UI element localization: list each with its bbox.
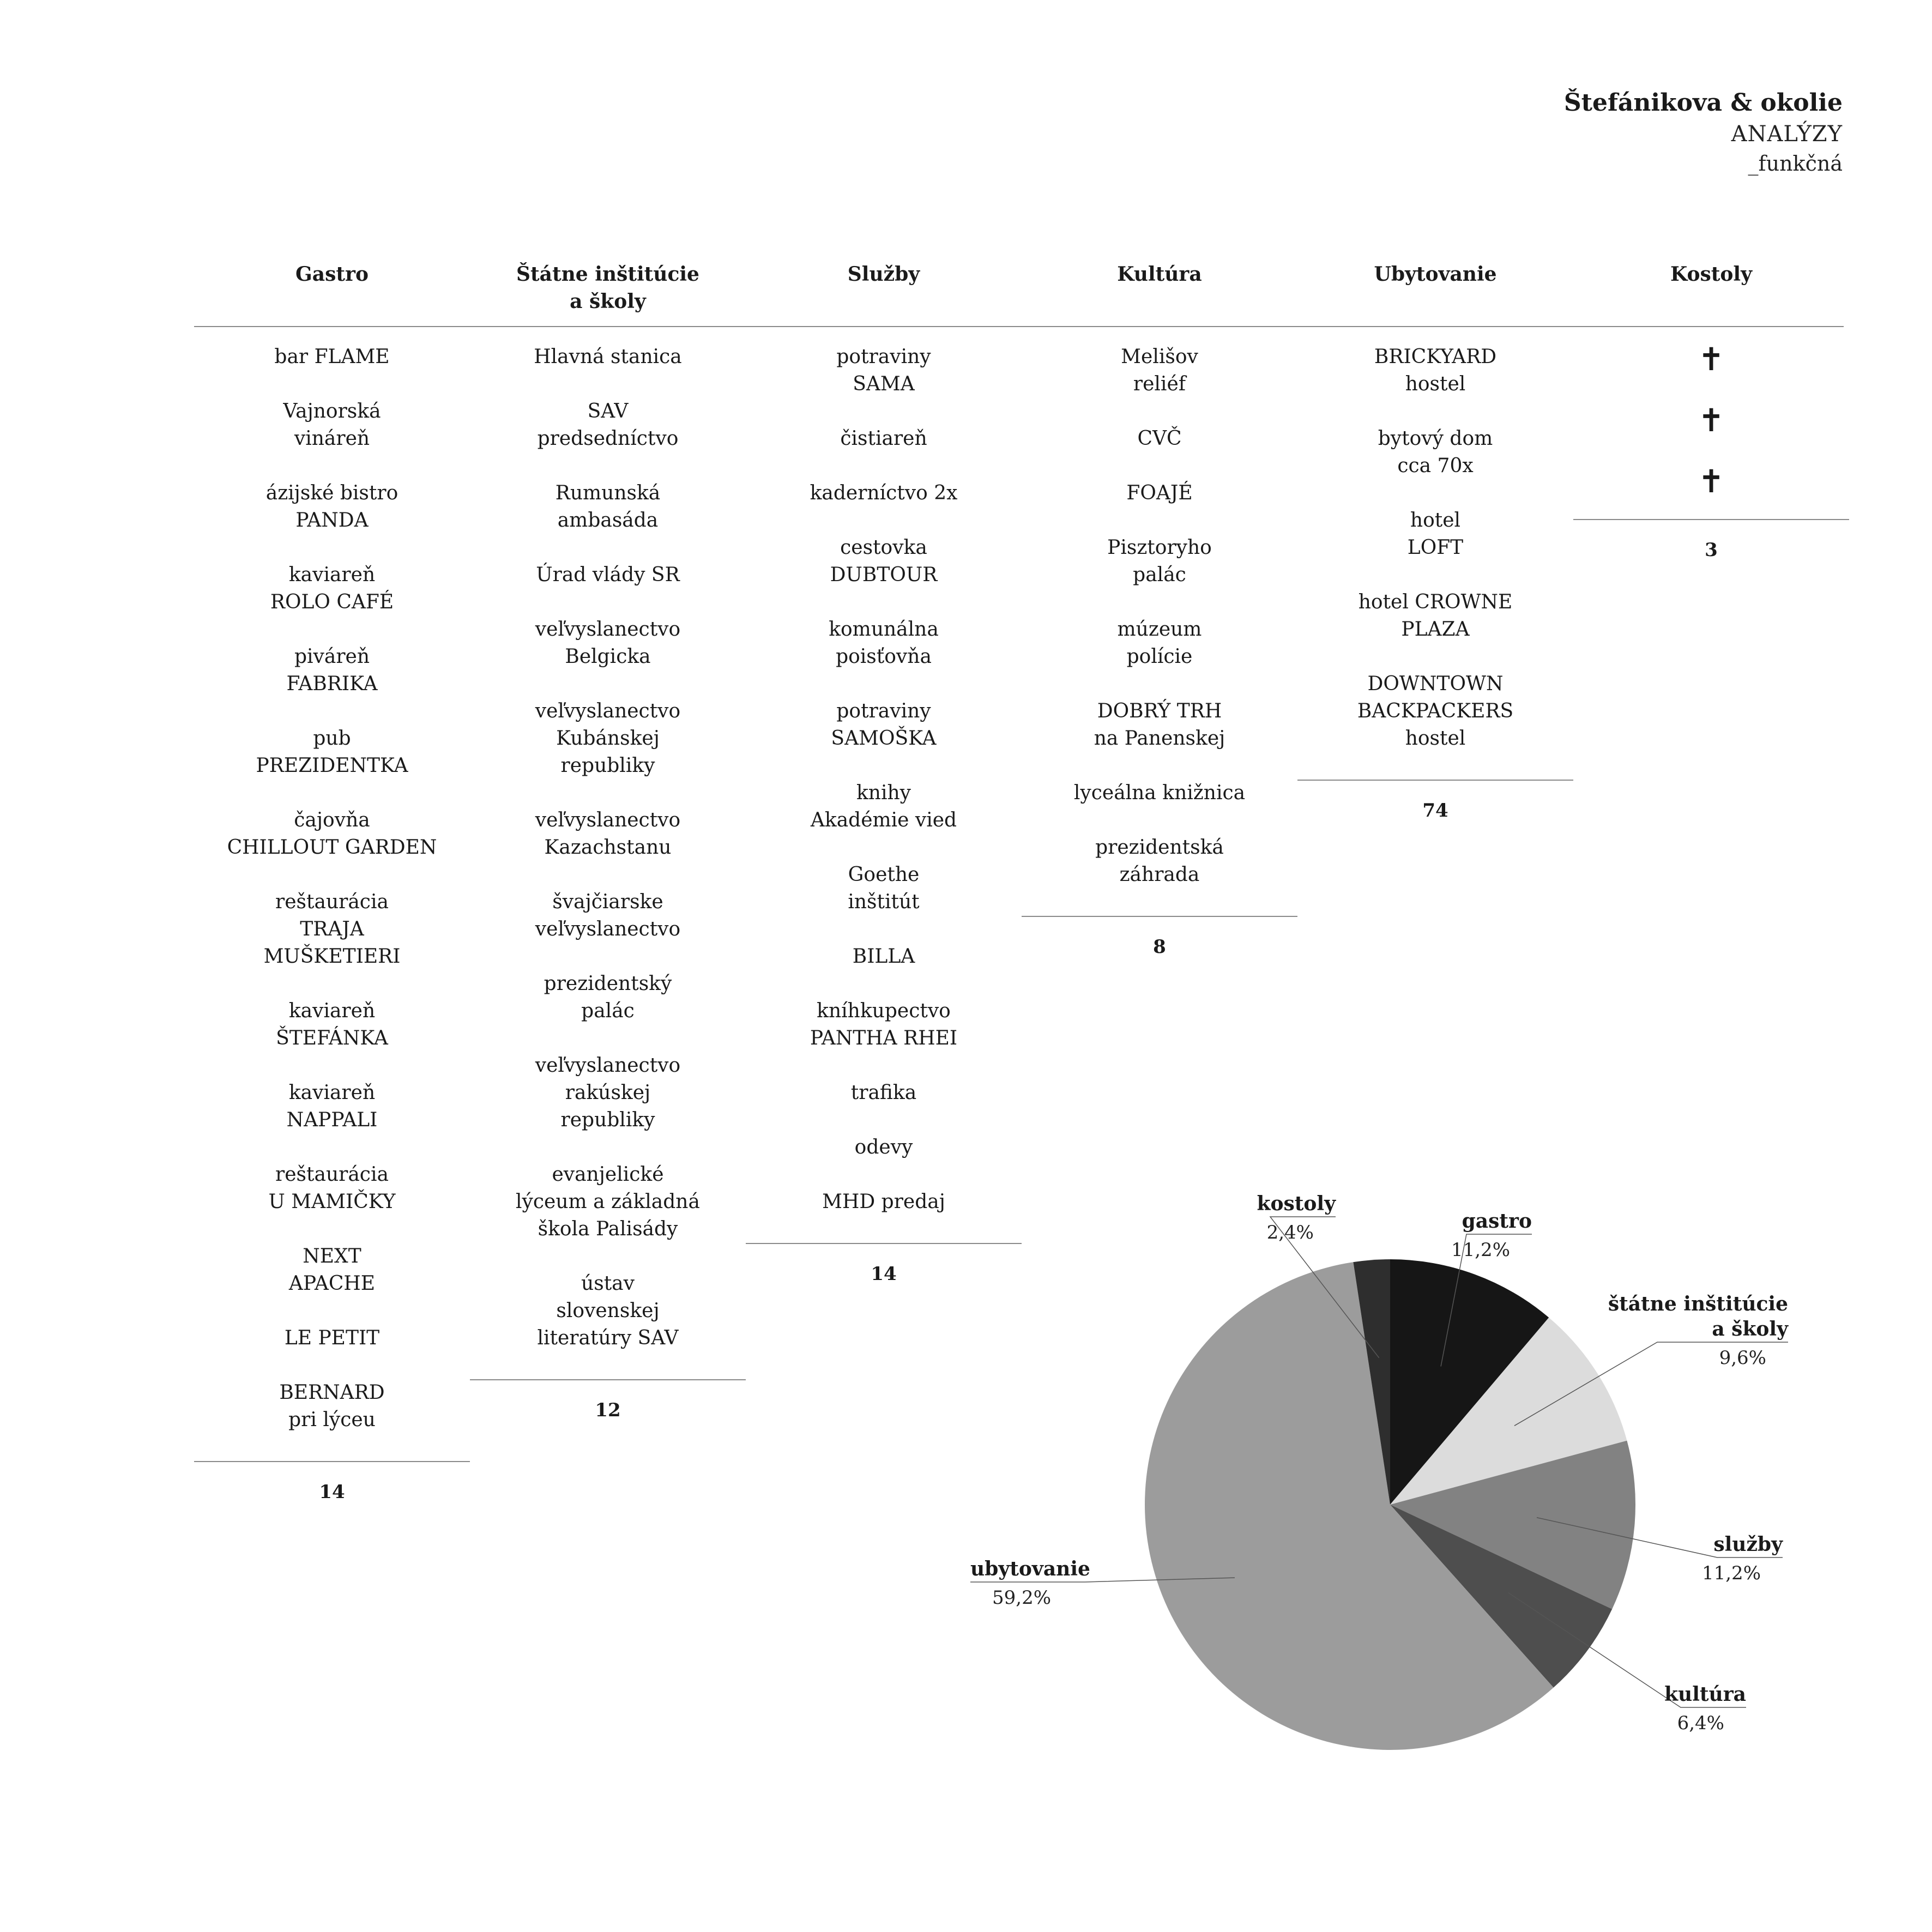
list-item: Vajnorská vináreň	[283, 400, 381, 450]
column-total: 8	[1153, 936, 1166, 958]
list-item: MHD predaj	[822, 1191, 945, 1213]
list-item: hotel LOFT	[1407, 509, 1464, 559]
list-item: evanjelické lýceum a základná škola Palisády	[516, 1163, 700, 1240]
column-total: 74	[1422, 800, 1448, 822]
pie-slice-label: kostoly	[1257, 1192, 1336, 1215]
list-item: kníhkupectvo PANTHA RHEI	[810, 1000, 958, 1049]
list-item: NEXT APACHE	[288, 1245, 376, 1295]
list-item: čistiareň	[840, 427, 927, 450]
list-item: trafika	[850, 1082, 917, 1104]
list-item: švajčiarske veľvyslanectvo	[535, 891, 681, 940]
list-item: knihy Akadémie vied	[810, 782, 957, 831]
list-item: BERNARD pri lýceu	[279, 1381, 385, 1431]
list-item: CVČ	[1137, 427, 1182, 450]
cross-icon: ✝	[1698, 341, 1725, 378]
list-item: kaderníctvo 2x	[810, 482, 958, 504]
column-kostoly	[1573, 343, 1849, 564]
list-item: cestovka DUBTOUR	[830, 536, 938, 586]
list-item: bar FLAME	[274, 346, 390, 368]
column-ubytovanie	[1297, 343, 1573, 824]
pie-slice-value: 2,4%	[1266, 1222, 1314, 1243]
list-item: FOAJÉ	[1126, 482, 1193, 504]
heading-kostoly: Kostoly	[1670, 263, 1752, 286]
list-item: lyceálna knižnica	[1073, 782, 1246, 804]
list-item: kaviareň NAPPALI	[286, 1082, 378, 1131]
pie-slice-value: 11,2%	[1451, 1239, 1510, 1261]
page-subtitle: ANALÝZY	[1731, 122, 1843, 147]
column-divider	[194, 1461, 470, 1462]
header-divider	[194, 326, 1844, 327]
heading-ubytovanie: Ubytovanie	[1374, 263, 1497, 286]
list-item: čajovňa CHILLOUT GARDEN	[227, 809, 437, 859]
column-gastro	[194, 343, 470, 1506]
heading-gastro: Gastro	[295, 263, 369, 286]
list-item: DOBRÝ TRH na Panenskej	[1094, 700, 1225, 750]
column-total: 14	[319, 1481, 345, 1503]
column-kultura	[1022, 343, 1297, 961]
cross-icon: ✝	[1698, 463, 1725, 500]
page-subtitle-detail: _funkčná	[1748, 152, 1843, 176]
page-header	[1564, 87, 1843, 178]
cross-icon: ✝	[1698, 402, 1725, 439]
pie-slice-label: a školy	[1712, 1318, 1788, 1341]
pie-slice-label: ubytovanie	[970, 1557, 1090, 1580]
list-item: reštaurácia TRAJA MUŠKETIERI	[263, 891, 401, 968]
list-item: veľvyslanectvo rakúskej republiky	[535, 1054, 681, 1131]
list-item: reštaurácia U MAMIČKY	[268, 1163, 396, 1213]
list-item: piváreň FABRIKA	[286, 645, 378, 695]
list-item: ústav slovenskej literatúry SAV	[537, 1272, 679, 1349]
pie-slice-label: gastro	[1462, 1210, 1532, 1233]
list-item: prezidentský palác	[544, 973, 672, 1022]
list-item: potraviny SAMOŠKA	[831, 700, 937, 750]
list-item: DOWNTOWN BACKPACKERS hostel	[1357, 673, 1514, 750]
list-item: SAV predsedníctvo	[537, 400, 679, 450]
list-item: komunálna poisťovňa	[829, 618, 939, 668]
list-item: Úrad vlády SR	[536, 564, 680, 586]
pie-slice-value: 9,6%	[1719, 1347, 1766, 1369]
list-item: Hlavná stanica	[534, 346, 682, 368]
list-item: LE PETIT	[284, 1327, 380, 1349]
list-item: kaviareň ŠTEFÁNKA	[276, 1000, 388, 1049]
list-item: BRICKYARD hostel	[1374, 346, 1497, 395]
column-total: 14	[871, 1263, 897, 1285]
pie-slice-label: štátne inštitúcie	[1608, 1293, 1788, 1315]
list-item: bytový dom cca 70x	[1378, 427, 1493, 477]
list-item: veľvyslanectvo Kubánskej republiky	[535, 700, 681, 777]
list-item: veľvyslanectvo Kazachstanu	[535, 809, 681, 859]
heading-statne-institucie: Štátne inštitúcie a školy	[516, 263, 699, 313]
heading-kultura: Kultúra	[1117, 263, 1202, 286]
list-item: Pisztoryho palác	[1107, 536, 1212, 586]
pie-slice-label: služby	[1713, 1533, 1783, 1556]
pie-chart	[927, 1145, 1826, 1799]
list-item: BILLA	[852, 945, 915, 968]
list-item: múzeum polície	[1117, 618, 1202, 668]
column-total: 3	[1705, 539, 1718, 561]
column-divider	[1573, 519, 1849, 520]
list-item: prezidentská záhrada	[1095, 836, 1224, 886]
column-divider	[470, 1379, 746, 1380]
column-divider	[1297, 780, 1573, 781]
pie-slice-label: kultúra	[1664, 1683, 1746, 1706]
list-item: Goethe inštitút	[848, 864, 920, 913]
pie-slice-value: 59,2%	[992, 1587, 1052, 1609]
column-total: 12	[595, 1399, 621, 1421]
list-item: odevy	[854, 1136, 913, 1158]
list-item: pub PREZIDENTKA	[256, 727, 408, 777]
list-item: Rumunská ambasáda	[555, 482, 661, 532]
list-item: kaviareň ROLO CAFÉ	[270, 564, 394, 613]
list-item: ázijské bistro PANDA	[265, 482, 399, 532]
list-item: potraviny SAMA	[836, 346, 931, 395]
column-statne-institucie	[470, 343, 746, 1424]
list-item: veľvyslanectvo Belgicka	[535, 618, 681, 668]
pie-slice-value: 6,4%	[1677, 1712, 1724, 1734]
list-item: hotel CROWNE PLAZA	[1358, 591, 1513, 641]
column-divider	[1022, 916, 1297, 917]
pie-slice-value: 11,2%	[1701, 1562, 1761, 1584]
heading-sluzby: Služby	[847, 263, 920, 286]
page-title: Štefánikova & okolie	[1563, 89, 1843, 117]
list-item: Melišov reliéf	[1121, 346, 1198, 395]
